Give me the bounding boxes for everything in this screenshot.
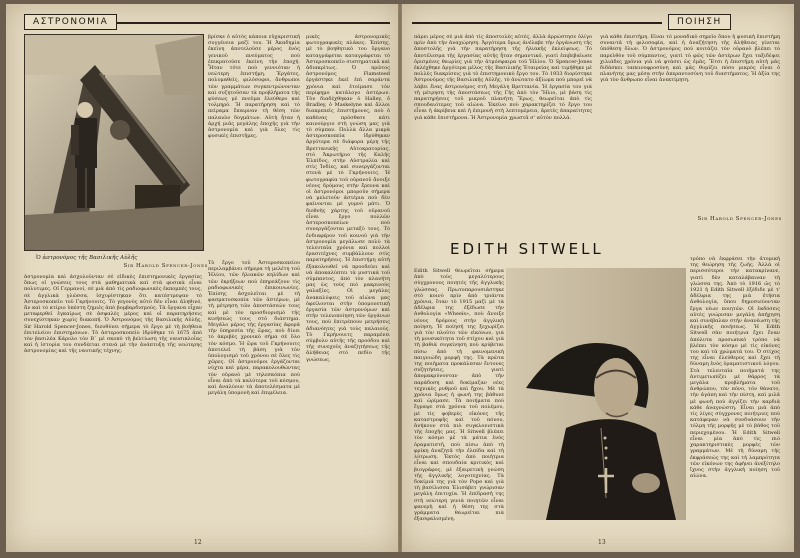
- right-page: [402, 4, 794, 552]
- left-column-c: μικές ἀστρονομικὲς φωτογραφικὲς πλάκες. Ἐπίσης, μὲ τὸ βοηθητικὸ του ὄργανο καταγράφεται καταγράφεται τὸ Ἀστεροσκοπεῖο συστηματικὰ καὶ ἀδιακρίτως. Ὁ πρῶτος ἀστρονόμος Flamsteed ἐργάστηκε ἐκεῖ ἐπὶ σαράντα χρόνια καὶ ἐτοίμασε τὸν περίφημο κατάλογο ἀστέρων. Τὸν διαδέχθηκαν ὁ Halley, ὁ Bradley, ὁ Maskelyne καὶ ἄλλοι διαπρεπεῖς ἐπιστήμονες, ποὺ ὁ καθένας πρόσθεσε κάτι καινούργιο στὴ γνώση μας γιὰ τὸ σύμπαν. Πολλὰ ἄλλα μικρὰ ἀστεροσκοπεῖα ἱδρύθηκαν ἀργότερα σὲ διάφορα μέρη τῆς Βρεττανικῆς Αὐτοκρατορίας, στὸ Ἀκρωτήριο τῆς Καλῆς Ἐλπίδος, στὴν Αὐστραλία καὶ στὶς Ἰνδίες, καὶ συνεργάζονται στενὰ μὲ τὸ Γκρήνουιτς. Ἡ φωτογραφία τοῦ οὐρανοῦ ἄνοιξε νέους δρόμους στὴν ἔρευνα καὶ οἱ ἀστρονόμοι μποροῦν σήμερα νὰ μελετοῦν ἀστέρια ποὺ δὲν φαίνονται μὲ γυμνὸ μάτι. Ὁ διεθνὴς χάρτης τοῦ οὐρανοῦ εἶναι ἔργο πολλῶν ἀστεροσκοπείων ποὺ συνεργάζονται μεταξύ τους. Τὸ ἐνδιαφέρον τοῦ κοινοῦ γιὰ τὴν ἀστρονομία μεγάλωσε πολὺ τὰ τελευταῖα χρόνια καὶ πολλοὶ ἐρασιτέχνες συμβάλλουν στὶς παρατηρήσεις. Ἡ ἐπιστήμη αὐτὴ ἐξακολουθεῖ νὰ προοδεύει καὶ νὰ ἀποκαλύπτει τὰ μυστικὰ τοῦ σύμπαντος, ἀπὸ τὸν πλανήτη μας ὡς τοὺς πιὸ μακρινοὺς γαλαξίες. Οἱ μεγάλες ἀνακαλύψεις τοῦ αἰώνα μας ὀφείλονται στὴν ὑπομονετικὴ ἐργασία τῶν ἀστρονόμων καὶ στὴν τελειοποίηση τῶν ὀργάνων τους, ποὺ ἐπιτρέπουν μετρήσεις ἀδιανόητες γιὰ τοὺς παλαιούς. Τὸ Γκρήνουιτς παραμένει σύμβολο αὐτῆς τῆς προόδου καὶ τῆς συνεχοῦς ἀναζητήσεως τῆς ἀλήθειας στὸ πεδίο τῆς γνώσεως.: [306, 34, 390, 363]
- right-column-top-b: γιὰ κάθε ἐπιστήμη. Εἶναι τὸ μοναδικὸ σημεῖο ὅπου ἡ φυσικὴ ἐπιστήμη συναντᾶ τὴ φιλοσοφία, καὶ ἡ ἀναζήτηση τῆς ἀλήθειας γίνεται ὑπόθεση ὅλων. Ὁ ἀστρονόμος ποὺ κοιτάζει τὸν οὐρανὸ βλέπει τὸ παρελθὸν τοῦ σύμπαντος, γιατὶ τὸ φῶς τῶν ἀστέρων ἔχει ταξιδέψει χιλιάδες χρόνια γιὰ νὰ φτάσει ὡς ἐμᾶς. Ἔτσι ἡ ἐπιστήμη αὐτὴ μᾶς διδάσκει ταπεινοφροσύνη καὶ μᾶς θυμίζει πόσο μικρὸς εἶναι ὁ πλανήτης μας μέσα στὴν ἀπεραντοσύνη τοῦ διαστήματος. Ἡ ἀξία της γιὰ τὸν ἄνθρωπο εἶναι ἀνεκτίμητη.: [600, 34, 780, 84]
- page-number-right: 13: [598, 539, 606, 546]
- header-rule: [98, 22, 390, 24]
- article-signature: Sir Harold Spencer-Jones: [697, 216, 782, 222]
- photo-credit: Sir Harold Spencer-Jones: [123, 263, 208, 269]
- section-header-poetry: ΠΟΙΗΣΗ: [668, 14, 731, 30]
- left-column-a-bottom: ἀστρονομία καὶ ἀσχολοῦνταν σὲ εἰδικὲς ἐπιστημονικὲς ἐργασίες ὅπως οἱ γνώσεις τους στὰ μαθηματικὰ καὶ στὰ φυσικὰ εἶναι πολυτιμες. Οἱ Γερμανοί, σὲ μιὰ ἀπὸ τὶς ραδιοφωνικὲς ἐκπομπές τους, σὲ ἀγγλικὰ γλῶσσα, ἰσχυρίστηκαν ὅτι κατέστρεψαν τὸ Ἀστεροσκοπεῖο τοῦ Γκρήνουιτς. Τὸ γεγονὸς αὐτὸ δὲν εἶναι ἀληθινό, ἂν καὶ τὸ κτίριο ὑπέστη ζημιὲς ἀπὸ βομβαρδισμούς. Τὰ ὄργανα εἶχαν μεταφερθεῖ ἐγκαίρως σὲ ἀσφαλὲς μέρος καὶ οἱ παρατηρήσεις συνεχίστηκαν χωρὶς διακοπή. Ὁ Ἀστρονόμος τῆς Βασιλικῆς Αὐλῆς, Sir Harold Spencer-Jones, διευθύνει σήμερα τὸ ἔργο μὲ τὴ βοήθεια ἐπιτελείου ἐπιστημόνων. Τὸ ἀστεροσκοπεῖο ἱδρύθηκε τὸ 1675 ἀπὸ τὸν βασιλέα Κάρολο τὸν Β΄ μὲ σκοπὸ τὴ βελτίωση τῆς ναυσιπλοΐας καὶ ἡ ἱστορία του συνδέεται στενὰ μὲ τὴν ἀνάπτυξη τῆς νεώτερης ἀστρονομίας καὶ τῆς ναυτικῆς τέχνης.: [24, 274, 202, 355]
- astronomer-photo: [24, 34, 204, 251]
- sitwell-portrait: [506, 268, 686, 520]
- telescope-illustration: [25, 35, 203, 250]
- right-column-top-a: πάρει μέρος σὲ μιὰ ἀπὸ τὶς ἀποστολές αὐτές, ἀλλὰ ἀρρώστησε ὀλίγο πρὶν ἀπὸ τὴν ἀναχώρηση. Ἀργότερα ὅμως ἀνέλαβε τὴν ὀργάνωση τῆς ἀποστολῆς γιὰ τὴν παρατήρηση τῆς ἡλιακῆς ἐκλείψεως. Τὸ ἀποτέλεσμα τῆς ἐργασίας αὐτῆς ἦταν σημαντικό, γιατὶ ἐπιβεβαίωσε ὁρισμένες θεωρίες γιὰ τὴν ἀτμόσφαιρα τοῦ Ἡλίου. Ὁ Spencer-Jones ἐκλέχθηκε ἀργότερα μέλος τῆς Βασιλικῆς Ἑταιρείας καὶ τιμήθηκε μὲ πολλὲς διακρίσεις γιὰ τὸ ἐπιστημονικὸ ἔργο του. Τὸ 1933 διορίστηκε Ἀστρονόμος τῆς Βασιλικῆς Αὐλῆς, τὸ ἀνώτατο ἀξίωμα ποὺ μπορεῖ νὰ λάβει ἕνας ἀστρονόμος στὴ Μεγάλη Βρεττανία. Ἡ ἐργασία του γιὰ τὴ μέτρηση τῆς ἀποστάσεως τῆς Γῆς ἀπὸ τὸν Ἥλιο, μὲ βάση τὶς παρατηρήσεις τοῦ μικροῦ πλανήτη Ἔρως, θεωρεῖται ἀπὸ τὶς σπουδαιότερες τοῦ αἰώνα. Ἐκεῖνο ποὺ χαρακτηρίζει τὸ ἔργο του εἶναι ἡ ἀκρίβεια καὶ ἡ ἐπιμονὴ στὴ λεπτομέρεια, ἀρετὲς ἀπαραίτητες γιὰ κάθε ἐπιστήμονα. Ἡ Ἀστρονομία χρωστᾶ σ' αὐτὸν πολλά.: [414, 34, 592, 121]
- poet-title: EDITH SITWELL: [450, 240, 604, 258]
- portrait-illustration: [506, 268, 686, 520]
- left-column-b-bottom: Τὸ ἔργο τοῦ Ἀστεροσκοπείου περιλαμβάνει σήμερα τὴ μελέτη τοῦ Ἡλίου, τῶν ἡλιακῶν κηλίδων καὶ τῶν ἐκρήξεων ποὺ ἐπηρεάζουν τὶς ραδιοφωνικὲς ἐπικοινωνίες. Ἐπίσης ἀσχολεῖται μὲ τὴ φασματοσκοπία τῶν ἀστέρων, μὲ τὴ μέτρηση τῶν ἀποστάσεών τους καὶ μὲ τὸν προσδιορισμὸ τῆς κινήσεώς τους στὸ διάστημα. Μεγάλο μέρος τῆς ἐργασίας ἀφορᾶ τὴν ὑπηρεσία τῆς ὥρας, ποὺ δίνει τὸ ἀκριβὲς χρονικὸ σῆμα σὲ ὅλο τὸν κόσμο. Ἡ ὥρα τοῦ Γκρήνουιτς ἀποτελεῖ τὴ βάση γιὰ τὸν ὑπολογισμὸ τοῦ χρόνου σὲ ὅλες τὶς χῶρες. Οἱ ἀστρονόμοι ἐργάζονται νύχτα καὶ μέρα, παρακολουθώντας τὸν οὐρανὸ μὲ τηλεσκόπια ποὺ εἶναι ἀπὸ τὰ καλύτερα τοῦ κόσμου, καὶ ἀναλύουν τὰ ἀποτελέσματα μὲ μεγάλη ὑπομονὴ καὶ ἐπιμέλεια.: [208, 260, 300, 397]
- right-column-bottom-b: τρόπο νὰ ἐκφράσει τὴν ἀτομικὴ της θεώρηση τῆς ζωῆς. Ἀλλὰ οἱ περισσότεροι τὴν κατακρίνανε, γιατὶ δὲν καταλάβαιναν τὴ γλώσσα της. Ἀπὸ τὸ 1916 ὡς τὸ 1921 ἡ Edith Sitwell ἐξέδιδε μὲ τ' ἀδέλφια της μιὰ ἐτήσια ἀνθολογία, ὅπου δημοσιεύονταν ἔργα νέων ποιητῶν. Οἱ ἐκδόσεις αὐτὲς γνώρισαν μεγάλη ἀπήχηση καὶ συνέβαλαν στὴν ἀνανέωση τῆς ἀγγλικῆς ποιήσεως. Ἡ Edith Sitwell σὰν ποιήτρια ἔχει ἕναν ἀπόλυτα προσωπικὸ τρόπο νὰ βλέπει τὸν κόσμο μὲ τὶς εἰκόνες του καὶ τὰ χρώματά του. Ὁ στίχος της εἶναι ἐλεύθερος καὶ ἔχει τὴ δύναμη ἑνὸς ὁραματιστικοῦ λόγου. Στὰ τελευταῖα ποιήματά της ἀντιμετωπίζει μὲ θάρρος τὰ μεγάλα προβλήματα τοῦ ἀνθρώπου, τὸν πόνο, τὸν θάνατο, τὴν ἀγάπη καὶ τὴν πίστη, καὶ μιλᾶ μὲ φωνὴ ποὺ ἀγγίζει τὴν καρδιὰ κάθε ἀναγνώστη. Εἶναι μιὰ ἀπὸ τὶς λίγες σύγχρονες ποιήτριες ποὺ κατάφεραν νὰ συνδυάσουν τὴν τόλμη τῆς μορφῆς μὲ τὸ βάθος τοῦ περιεχομένου. Ἡ Edith Sitwell εἶναι μία ἀπὸ τὶς πιὸ χαρακτηριστικὲς μορφὲς τῶν γραμμάτων. Μὲ τὴ δύναμη τῆς ἐκφράσεώς της καὶ τὴ λαμπρότητα τῶν εἰκόνων της ἀφήνει ἀνεξίτηλο ἴχνος στὴν ἀγγλικὴ ποίηση τοῦ αἰώνα.: [690, 256, 780, 480]
- right-column-bottom-a: Edith Sitwell θεωρεῖται σήμερα ἀπὸ τοὺς μεγαλύτερους σύγχρονους ποιητὲς τῆς ἀγγλικῆς γλώσσας. Πρωτοπαρουσιάστηκε στὸ κοινὸ πρὶν ἀπὸ τριάντα χρόνια, ὅταν τὸ 1915 μαζὶ μὲ τὰ ἀδέλφια της ἐξέδωσε τὴν ἀνθολογία «Wheels», ποὺ ἄνοιξε νέους δρόμους στὴν ἀγγλικὴ ποίηση. Ἡ ποίησή της ξεχωρίζει γιὰ τὸν πλοῦτο τῶν εἰκόνων, γιὰ τὴ μουσικότητα τοῦ στίχου καὶ γιὰ τὴ βαθιὰ συγκίνηση ποὺ κρύβεται πίσω ἀπὸ τὴ φαινομενικὴ παιγνιώδη μορφή της. Τὰ πρῶτα της ποιήματα προκάλεσαν ἔντονες συζητήσεις, γιατὶ ἀπομακρύνονταν ἀπὸ τὴν παράδοση καὶ δοκίμαζαν νέες τεχνικὲς ρυθμοῦ καὶ ἤχου. Μὲ τὰ χρόνια ὅμως ἡ φωνή της βάθυνε καὶ ὡρίμασε. Τὰ ποιήματα ποὺ ἔγραψε στὰ χρόνια τοῦ πολέμου, μὲ τὶς φοβερὲς εἰκόνες τῆς καταστροφῆς καὶ τοῦ πόνου, ἀνήκουν στὰ πιὸ συγκλονιστικὰ τῆς ἐποχῆς μας. Ἡ Sitwell βλέπει τὸν κόσμο μὲ τὰ μάτια ἑνὸς ὁραματιστῆ, ποὺ πίσω ἀπὸ τὴ φρίκη ἀναζητᾶ τὴν ἐλπίδα καὶ τὴ λύτρωση. Ἐκτὸς ἀπὸ ποιήτρια εἶναι καὶ σπουδαία κριτικὸς καὶ βιογράφος, μὲ ἐξαιρετικὴ γνώση τῆς ἀγγλικῆς λογοτεχνίας. Τὰ δοκίμιά της γιὰ τὸν Pope καὶ γιὰ τὴ βασίλισσα Ἐλισάβετ γνώρισαν μεγάλη ἐπιτυχία. Ἡ ἐπίδρασή της στὴ νεώτερη γενιὰ ποιητῶν εἶναι φανερὴ καὶ ἡ θέση της στὰ γράμματα θεωρεῖται πιὰ ἐξασφαλισμένη.: [414, 268, 504, 523]
- photo-caption: Ὁ ἀστρονόμος τῆς Βασιλικῆς Αὐλῆς: [36, 255, 138, 261]
- left-page: [6, 4, 398, 552]
- section-header-astronomy: ΑΣΤΡΟΝΟΜΙΑ: [24, 14, 117, 30]
- header-rule-right: [412, 22, 662, 24]
- left-column-a-top: βρίσκε ὁ αὐτὸς κάποια εὐχαριστική συγγένεια μαζί του. Ἡ Ἀκαδημία ἐκεῖνη ἀποτελοῦσε μέρος ἑνὸς γενικοῦ πνεύματος ποὺ ἐπικρατοῦσε ἐκείνη τὴν ἐποχή. Ἦταν τότε ποὺ γεννιόταν ἡ νεώτερη ἐπιστήμη. Ἐργάτες, πολυμαθεῖς, φιλόσοφοι, ἄνθρωποι τῶν γραμμάτων συγκεντρώνονταν καὶ συζητοῦσαν τὰ προβλήματα τῆς φύσεως μὲ πνεῦμα ἐλεύθερο καὶ τολμηρό. Ἡ παρατήρηση καὶ τὸ πείραμα ἔπαιρναν τὴ θέση τῶν παλαιῶν δογμάτων. Αὐτὴ ἦταν ἡ ἀρχή μιᾶς μεγάλης ἐποχῆς γιὰ τὴν ἀστρονομία καὶ γιὰ ὅλες τὶς φυσικὲς ἐπιστῆμες.: [208, 34, 300, 140]
- page-number-left: 12: [194, 539, 202, 546]
